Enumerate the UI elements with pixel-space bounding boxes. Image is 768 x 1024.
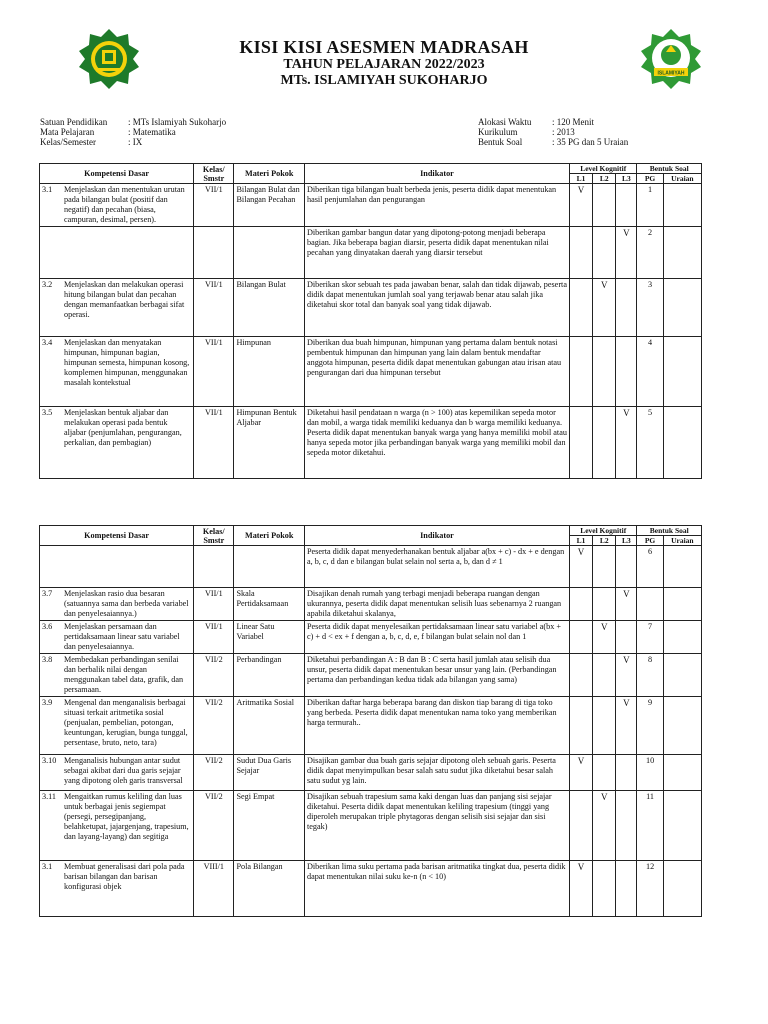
level-l2-cell bbox=[593, 337, 616, 407]
kelas-cell: VII/2 bbox=[194, 755, 234, 791]
table-row bbox=[40, 337, 702, 407]
kd-text: Menjelaskan persamaan dan pertidaksamaan linear satu variabel dan penyelesaiannya. bbox=[64, 622, 180, 651]
level-l1-cell bbox=[569, 654, 592, 697]
indikator-cell: Diberikan daftar harga beberapa barang dan diskon tiap barang di tiga toko yang berbeda. Peserta didik dapat menentukan nama toko yang memberikan harga termurah.. bbox=[304, 697, 569, 755]
school-name: MTs. ISLAMIYAH SUKOHARJO bbox=[280, 73, 488, 88]
kd-cell bbox=[40, 755, 194, 791]
materi-cell bbox=[234, 227, 305, 279]
meta-row: Bentuk Soal : 35 PG dan 5 Uraian bbox=[478, 137, 629, 147]
kd-number: 3.11 bbox=[42, 792, 57, 801]
kd-cell bbox=[40, 588, 194, 621]
kelas-cell bbox=[194, 227, 234, 279]
materi-cell bbox=[234, 546, 305, 588]
kd-cell bbox=[40, 227, 194, 279]
materi-cell: Bilangan Bulat bbox=[234, 279, 305, 337]
level-l1-cell: V bbox=[569, 184, 592, 227]
pg-cell: 11 bbox=[637, 791, 663, 861]
meta-row: Kurikulum : 2013 bbox=[478, 127, 575, 137]
pg-cell bbox=[637, 588, 663, 621]
kd-text: Menjelaskan bentuk aljabar dan melakukan operasi pada bentuk aljabar (penjumlahan, pengurangan, perkalian, dan pembagian) bbox=[64, 408, 182, 447]
header-materi: Materi Pokok bbox=[234, 164, 305, 184]
pg-cell: 7 bbox=[637, 621, 663, 654]
pg-cell: 5 bbox=[637, 407, 663, 479]
level-l3-cell: V bbox=[616, 697, 637, 755]
header-l2: L2 bbox=[593, 174, 616, 184]
kd-text: Menjelaskan rasio dua besaran (satuannya sama dan berbeda variabel dan penyelesaiannya.) bbox=[64, 589, 189, 618]
header-uraian: Uraian bbox=[663, 536, 701, 546]
level-l3-cell bbox=[616, 184, 637, 227]
table-row bbox=[40, 279, 702, 337]
materi-cell: Pola Bilangan bbox=[234, 861, 305, 917]
kd-number: 3.4 bbox=[42, 338, 53, 347]
kd-number: 3.2 bbox=[42, 280, 53, 289]
level-l2-cell bbox=[593, 227, 616, 279]
kd-text: Menjelaskan dan melakukan operasi hitung bilangan bulat dan pecahan dengan memanfaatkan berbagai sifat operasi. bbox=[64, 280, 185, 319]
kd-number: 3.9 bbox=[42, 698, 53, 707]
level-l3-cell: V bbox=[616, 407, 637, 479]
kd-cell bbox=[40, 407, 194, 479]
materi-cell: Perbandingan bbox=[234, 654, 305, 697]
meta-row: Satuan Pendidikan : MTs Islamiyah Sukoharjo bbox=[40, 117, 227, 127]
table-row bbox=[40, 697, 702, 755]
table-row bbox=[40, 654, 702, 697]
level-l1-cell bbox=[569, 697, 592, 755]
indikator-cell: Diketahui hasil pendataan n warga (n > 100) atas kepemilikan sepeda motor dan mobil, a warga tidak memiliki keduanya dan b warga memiliki keduanya. Peserta didik dapat menentukan banyak warga yang hanya memiliki mobil atau hanya sepeda motor jika perbandingan banyak warga yang memiliki mobil dan sepeda motor diketahui. bbox=[304, 407, 569, 479]
header-kelas: Kelas/ Smstr bbox=[194, 164, 234, 184]
level-l3-cell bbox=[616, 279, 637, 337]
level-l2-cell bbox=[593, 588, 616, 621]
table-row bbox=[40, 588, 702, 621]
uraian-cell bbox=[663, 184, 701, 227]
kd-number: 3.1 bbox=[42, 185, 53, 194]
kelas-cell: VII/1 bbox=[194, 184, 234, 227]
uraian-cell bbox=[663, 861, 701, 917]
meta-row: Mata Pelajaran : Matematika bbox=[40, 127, 176, 137]
header-uraian: Uraian bbox=[663, 174, 701, 184]
table-row bbox=[40, 184, 702, 227]
kelas-cell: VII/1 bbox=[194, 337, 234, 407]
table-row bbox=[40, 861, 702, 917]
materi-cell: Himpunan bbox=[234, 337, 305, 407]
level-l1-cell bbox=[569, 588, 592, 621]
pg-cell: 12 bbox=[637, 861, 663, 917]
uraian-cell bbox=[663, 546, 701, 588]
materi-cell: Skala Pertidaksamaan bbox=[234, 588, 305, 621]
level-l1-cell: V bbox=[569, 546, 592, 588]
level-l1-cell bbox=[569, 407, 592, 479]
header-level: Level Kognitif bbox=[569, 526, 637, 536]
materi-cell: Linear Satu Variabel bbox=[234, 621, 305, 654]
level-l1-cell bbox=[569, 791, 592, 861]
level-l2-cell: V bbox=[593, 791, 616, 861]
kd-cell bbox=[40, 546, 194, 588]
indikator-cell: Diberikan skor sebuah tes pada jawaban benar, salah dan tidak dijawab, peserta didik dapat menentukan jumlah soal yang terjawab benar atau salah jika diketahui skor total dan banyak soal yang tidak dijawab. bbox=[304, 279, 569, 337]
kd-number: 3.10 bbox=[42, 756, 57, 765]
level-l2-cell bbox=[593, 654, 616, 697]
indikator-cell: Disajikan sebuah trapesium sama kaki dengan luas dan panjang sisi sejajar diketahui. Peserta didik dapat menentukan keliling trapesium (tinggi yang diperoleh merupakan triple phytagoras dengan selisih sisi sejajar dan sisi tegak) bbox=[304, 791, 569, 861]
level-l3-cell bbox=[616, 791, 637, 861]
kelas-cell: VII/1 bbox=[194, 621, 234, 654]
header-bentuk: Bentuk Soal bbox=[637, 164, 702, 174]
pg-cell: 6 bbox=[637, 546, 663, 588]
pg-cell: 1 bbox=[637, 184, 663, 227]
indikator-cell: Diketahui perbandingan A : B dan B : C serta hasil jumlah atau selisih dua unsur, peserta didik dapat menentukan besar unsur yang lain. (Perbandingan pertama dan perbandingan kedua tidak ada bilangan yang sama) bbox=[304, 654, 569, 697]
level-l3-cell bbox=[616, 337, 637, 407]
level-l2-cell bbox=[593, 697, 616, 755]
kelas-cell bbox=[194, 546, 234, 588]
kd-text: Menganalisis hubungan antar sudut sebagai akibat dari dua garis sejajar yang dipotong oleh garis transversal bbox=[64, 756, 183, 785]
pg-cell: 4 bbox=[637, 337, 663, 407]
table-row bbox=[40, 407, 702, 479]
indikator-cell: Diberikan dua buah himpunan, himpunan yang pertama dalam bentuk notasi pembentuk himpunan dan himpunan yang lain dalam bentuk mendaftar anggota himpunan, peserta didik dapat menentukan gabungan atau irisan atau pengurangan dari dua himpunan tersebut bbox=[304, 337, 569, 407]
uraian-cell bbox=[663, 337, 701, 407]
meta-row: Alokasi Waktu : 120 Menit bbox=[478, 117, 594, 127]
uraian-cell bbox=[663, 621, 701, 654]
level-l2-cell bbox=[593, 546, 616, 588]
pg-cell: 10 bbox=[637, 755, 663, 791]
indikator-cell: Disajikan denah rumah yang terbagi menjadi beberapa ruangan dengan ukurannya, peserta didik dapat menentukan selisih luas sebenarnya 2 ruangan apabila diketahui skalanya, bbox=[304, 588, 569, 621]
pg-cell: 9 bbox=[637, 697, 663, 755]
kd-cell bbox=[40, 791, 194, 861]
kd-text: Menjelaskan dan menyatakan himpunan, himpunan bagian, himpunan semesta, himpunan kosong, komplemen himpunan, menggunakan masalah kontekstual bbox=[64, 338, 190, 387]
kd-cell bbox=[40, 621, 194, 654]
kd-text: Mengaitkan rumus keliling dan luas untuk berbagai jenis segiempat (persegi, persegipanjang, belahketupat, jajargenjang, trapesium, dan layang-layang) dan segitiga bbox=[64, 792, 189, 841]
header-l3: L3 bbox=[616, 174, 637, 184]
header-level: Level Kognitif bbox=[569, 164, 637, 174]
level-l1-cell bbox=[569, 621, 592, 654]
table-row bbox=[40, 227, 702, 279]
uraian-cell bbox=[663, 697, 701, 755]
meta-right bbox=[478, 117, 628, 147]
level-l1-cell: V bbox=[569, 755, 592, 791]
level-l1-cell: V bbox=[569, 861, 592, 917]
kelas-cell: VII/2 bbox=[194, 654, 234, 697]
level-l3-cell: V bbox=[616, 588, 637, 621]
table-row bbox=[40, 621, 702, 654]
level-l3-cell: V bbox=[616, 227, 637, 279]
header-l3: L3 bbox=[616, 536, 637, 546]
materi-cell: Aritmatika Sosial bbox=[234, 697, 305, 755]
table-row bbox=[40, 791, 702, 861]
document-title: KISI KISI ASESMEN MADRASAH bbox=[239, 37, 529, 57]
level-l3-cell bbox=[616, 621, 637, 654]
materi-cell: Sudut Dua Garis Sejajar bbox=[234, 755, 305, 791]
kd-number: 3.6 bbox=[42, 622, 53, 631]
kelas-cell: VII/1 bbox=[194, 407, 234, 479]
uraian-cell bbox=[663, 755, 701, 791]
indikator-cell: Peserta didik dapat menyederhanakan bentuk aljabar a(bx + c) - dx + e dengan a, b, c, d dan e bilangan bulat selain nol serta a, b, dan d ≠ 1 bbox=[304, 546, 569, 588]
level-l3-cell bbox=[616, 546, 637, 588]
header-indikator: Indikator bbox=[304, 526, 569, 546]
kd-number: 3.1 bbox=[42, 862, 53, 871]
table-row bbox=[40, 755, 702, 791]
indikator-cell: Diberikan gambar bangun datar yang dipotong-potong menjadi beberapa bagian. Jika beberapa bagian diarsir, peserta didik dapat menentukan nilai pecahan yang dinyatakan daerah yang diarsir tersebut bbox=[304, 227, 569, 279]
header-kelas: Kelas/ Smstr bbox=[194, 526, 234, 546]
header-pg: PG bbox=[637, 536, 663, 546]
header-pg: PG bbox=[637, 174, 663, 184]
kisi-table-2 bbox=[39, 525, 702, 917]
kelas-cell: VII/1 bbox=[194, 588, 234, 621]
indikator-cell: Peserta didik dapat menyelesaikan pertidaksamaan linear satu variabel a(bx + c) + d < ex + f dengan a, b, c, d, e, f bilangan bulat selain nol dan 1 bbox=[304, 621, 569, 654]
indikator-cell: Disajikan gambar dua buah garis sejajar dipotong oleh sebuah garis. Peserta didik dapat menyimpulkan besar salah satu sudut jika diketahui besar salah satu sudut yg lain. bbox=[304, 755, 569, 791]
indikator-cell: Diberikan tiga bilangan bualt berbeda jenis, peserta didik dapat menentukan hasil penjumlahan dan pengurangan bbox=[304, 184, 569, 227]
kelas-cell: VII/2 bbox=[194, 791, 234, 861]
uraian-cell bbox=[663, 279, 701, 337]
level-l2-cell bbox=[593, 184, 616, 227]
level-l1-cell bbox=[569, 279, 592, 337]
kd-text: Menjelaskan dan menentukan urutan pada bilangan bulat (positif dan negatif) dan pecahan (biasa, campuran, desimal, persen). bbox=[64, 185, 185, 224]
kd-number: 3.7 bbox=[42, 589, 53, 598]
kd-cell bbox=[40, 184, 194, 227]
header-bentuk: Bentuk Soal bbox=[637, 526, 702, 536]
materi-cell: Bilangan Bulat dan Bilangan Pecahan bbox=[234, 184, 305, 227]
indikator-cell: Diberikan lima suku pertama pada barisan aritmatika tingkat dua, peserta didik dapat menentukan nilai suku ke-n (n < 10) bbox=[304, 861, 569, 917]
header-kd: Kompetensi Dasar bbox=[40, 164, 194, 184]
kd-cell bbox=[40, 337, 194, 407]
level-l3-cell bbox=[616, 755, 637, 791]
kd-text: Membedakan perbandingan senilai dan berbalik nilai dengan menggunakan tabel data, grafik, dan persamaan. bbox=[64, 655, 184, 694]
kd-text: Membuat generalisasi dari pola pada barisan bilangan dan barisan konfigurasi objek bbox=[64, 862, 185, 891]
kd-text: Mengenal dan menganalisis berbagai situasi terkait aritmetika sosial (penjualan, pembelian, potongan, keuntungan, kerugian, bunga tunggal, persentase, bruto, neto, tara) bbox=[64, 698, 188, 747]
kd-cell bbox=[40, 279, 194, 337]
svg-text:ISLAMIYAH: ISLAMIYAH bbox=[657, 70, 685, 77]
kd-number: 3.8 bbox=[42, 655, 53, 664]
level-l2-cell bbox=[593, 861, 616, 917]
level-l2-cell bbox=[593, 407, 616, 479]
kd-cell bbox=[40, 654, 194, 697]
header-indikator: Indikator bbox=[304, 164, 569, 184]
pg-cell: 2 bbox=[637, 227, 663, 279]
level-l2-cell bbox=[593, 755, 616, 791]
meta-row: Kelas/Semester : IX bbox=[40, 137, 143, 147]
uraian-cell bbox=[663, 227, 701, 279]
kd-cell bbox=[40, 697, 194, 755]
level-l2-cell: V bbox=[593, 279, 616, 337]
level-l3-cell bbox=[616, 861, 637, 917]
uraian-cell bbox=[663, 791, 701, 861]
materi-cell: Segi Empat bbox=[234, 791, 305, 861]
kelas-cell: VII/2 bbox=[194, 697, 234, 755]
uraian-cell bbox=[663, 588, 701, 621]
level-l1-cell bbox=[569, 227, 592, 279]
uraian-cell bbox=[663, 654, 701, 697]
materi-cell: Himpunan Bentuk Aljabar bbox=[234, 407, 305, 479]
pg-cell: 3 bbox=[637, 279, 663, 337]
kelas-cell: VIII/1 bbox=[194, 861, 234, 917]
header-l1: L1 bbox=[569, 536, 592, 546]
kd-number: 3.5 bbox=[42, 408, 53, 417]
level-l2-cell: V bbox=[593, 621, 616, 654]
academic-year: TAHUN PELAJARAN 2022/2023 bbox=[283, 57, 485, 72]
header-l1: L1 bbox=[569, 174, 592, 184]
header-kd: Kompetensi Dasar bbox=[40, 526, 194, 546]
table-row bbox=[40, 546, 702, 588]
kisi-table-1 bbox=[39, 163, 702, 479]
header-materi: Materi Pokok bbox=[234, 526, 305, 546]
header-l2: L2 bbox=[593, 536, 616, 546]
kelas-cell: VII/1 bbox=[194, 279, 234, 337]
pg-cell: 8 bbox=[637, 654, 663, 697]
level-l1-cell bbox=[569, 337, 592, 407]
kd-cell bbox=[40, 861, 194, 917]
meta-left bbox=[40, 117, 226, 147]
level-l3-cell: V bbox=[616, 654, 637, 697]
uraian-cell bbox=[663, 407, 701, 479]
